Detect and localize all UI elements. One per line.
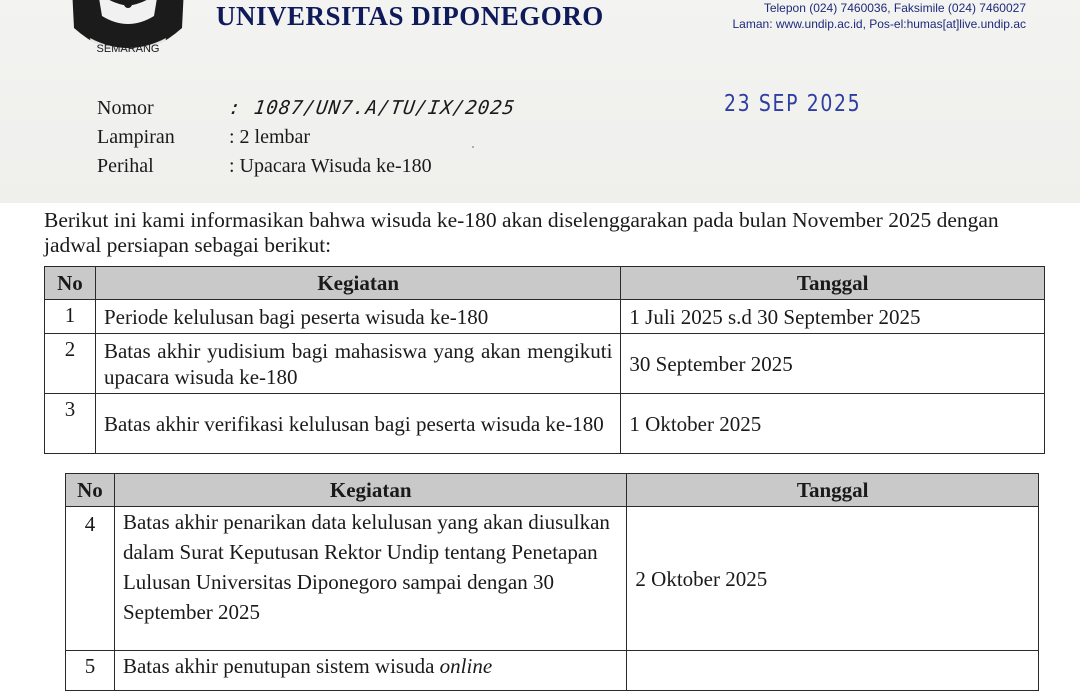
row-tanggal: 1 Oktober 2025 xyxy=(621,394,1045,454)
table-row xyxy=(45,300,1045,334)
letter-meta xyxy=(97,94,515,181)
header-tanggal: Tanggal xyxy=(621,267,1045,300)
row-kegiatan: Batas akhir yudisium bagi mahasiswa yang akan mengikuti upacara wisuda ke-180 xyxy=(95,334,620,394)
university-seal-icon xyxy=(68,0,188,64)
date-stamp: 23 SEP 2025 xyxy=(724,91,862,117)
row-tanggal xyxy=(627,651,1039,691)
row-tanggal: 30 September 2025 xyxy=(621,334,1045,394)
row-kegiatan: Periode kelulusan bagi peserta wisuda ke-180 xyxy=(95,300,620,334)
lampiran-label: Lampiran xyxy=(97,126,175,148)
seal-text: SEMARANG xyxy=(96,43,160,55)
university-name: UNIVERSITAS DIPONEGORO xyxy=(216,1,604,31)
perihal-value: : Upacara Wisuda ke-180 xyxy=(229,155,432,177)
header-kegiatan: Kegiatan xyxy=(114,474,626,507)
header-no: No xyxy=(66,474,115,507)
header-tanggal: Tanggal xyxy=(627,474,1039,507)
meta-row-nomor xyxy=(97,94,515,123)
row-kegiatan: Batas akhir penarikan data kelulusan yang akan diusulkan dalam Surat Keputusan Rektor Undip tentang Penetapan Lulusan Universitas Diponegoro sampai dengan 30 September 2025 xyxy=(114,507,626,651)
meta-row-perihal xyxy=(97,152,515,181)
intro-paragraph: Berikut ini kami informasikan bahwa wisuda ke-180 akan diselenggarakan pada bulan November 2025 dengan jadwal persiapan sebagai berikut: xyxy=(44,208,999,257)
contact-phone: Telepon (024) 7460036, Faksimile (024) 7460027 xyxy=(763,1,1026,15)
nomor-label: Nomor xyxy=(97,97,154,119)
row-no: 4 xyxy=(66,507,115,651)
row-no: 1 xyxy=(45,300,96,334)
contact-info xyxy=(733,0,1027,32)
lampiran-value: : 2 lembar xyxy=(229,126,311,148)
meta-row-lampiran xyxy=(97,123,515,152)
table-header xyxy=(66,474,1039,507)
nomor-value: : 1087/UN7.A/TU/IX/2025 xyxy=(227,97,517,119)
row-kegiatan xyxy=(114,651,626,691)
row-tanggal: 2 Oktober 2025 xyxy=(627,507,1039,651)
table-header xyxy=(45,267,1045,300)
row-no: 2 xyxy=(45,334,96,394)
schedule-table-1 xyxy=(44,266,1045,454)
schedule-table-2 xyxy=(65,473,1039,691)
header-kegiatan: Kegiatan xyxy=(95,267,620,300)
contact-web: Laman: www.undip.ac.id, Pos-el:humas[at]live.undip.ac xyxy=(732,17,1026,31)
row-tanggal: 1 Juli 2025 s.d 30 September 2025 xyxy=(621,300,1045,334)
row-kegiatan-text: Batas akhir penutupan sistem wisuda xyxy=(122,654,435,678)
table-row xyxy=(66,651,1039,691)
header-no: No xyxy=(45,267,96,300)
letterhead xyxy=(0,0,1080,203)
table-row xyxy=(45,394,1045,454)
row-kegiatan-italic: online xyxy=(439,654,493,678)
scan-speck xyxy=(472,146,474,148)
row-no: 3 xyxy=(45,394,96,454)
row-kegiatan: Batas akhir verifikasi kelulusan bagi peserta wisuda ke-180 xyxy=(95,394,620,454)
perihal-label: Perihal xyxy=(97,155,154,177)
table-row xyxy=(66,507,1039,651)
table-row xyxy=(45,334,1045,394)
row-no: 5 xyxy=(66,651,115,691)
